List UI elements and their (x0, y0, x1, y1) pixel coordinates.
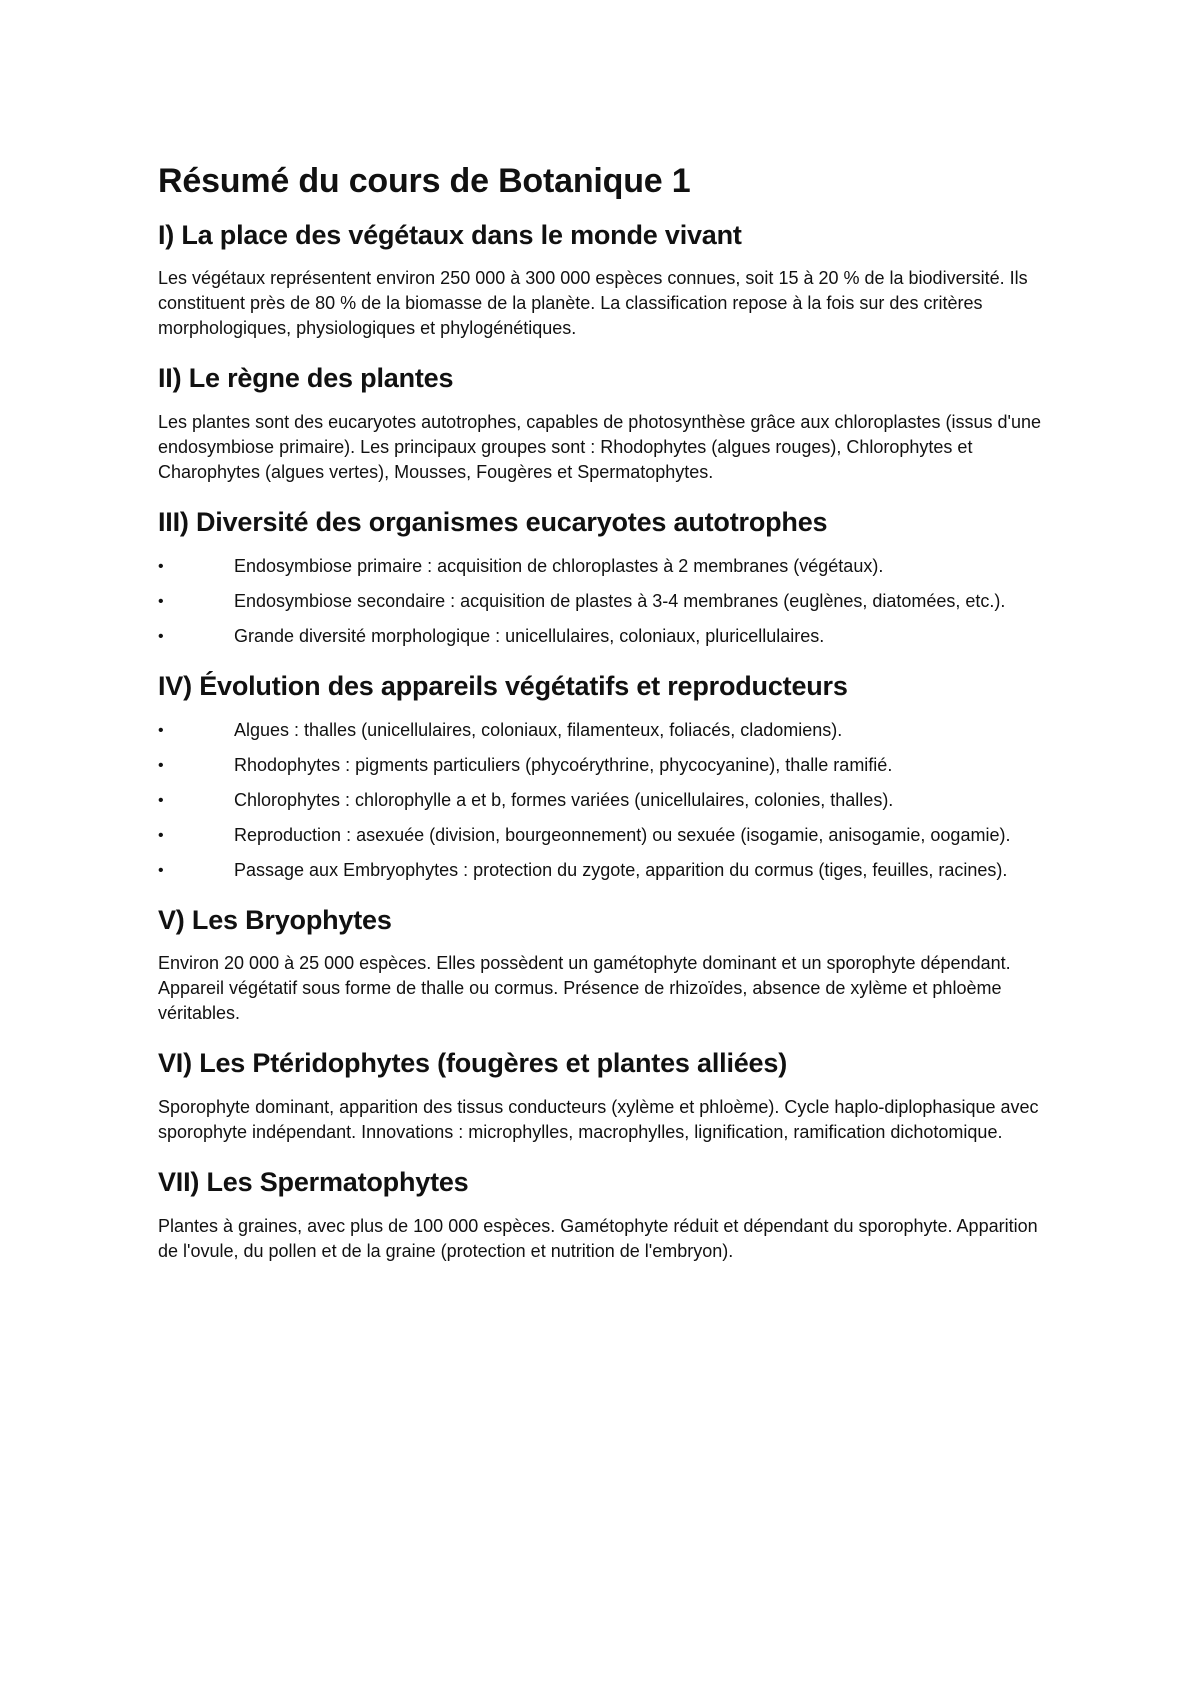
bullet-icon: • (158, 557, 164, 575)
list-item (158, 753, 1058, 778)
section-2 (158, 362, 1058, 485)
list-item-text: Algues : thalles (unicellulaires, coloniaux, filamenteux, foliacés, cladomiens). (234, 719, 843, 740)
list-item (158, 858, 1058, 883)
bullet-list (158, 554, 1058, 649)
list-item-text: Endosymbiose primaire : acquisition de chloroplastes à 2 membranes (végétaux). (234, 555, 884, 576)
document-title: Résumé du cours de Botanique 1 (158, 162, 691, 200)
list-item (158, 788, 1058, 813)
section-5 (158, 904, 1058, 1027)
list-item-text: Passage aux Embryophytes : protection du zygote, apparition du cormus (tiges, feuilles, racines). (234, 859, 1008, 880)
section-paragraph: Les plantes sont des eucaryotes autotrophes, capables de photosynthèse grâce aux chloroplastes (issus d'une endosymbiose primaire). Les principaux groupes sont : Rhodophytes (algues rouges), Chlorophytes et Charophytes (algues vertes), Mousses, Fougères et Spermatophytes. (158, 412, 1041, 482)
section-7 (158, 1166, 1058, 1264)
bullet-icon: • (158, 861, 164, 879)
section-heading: III) Diversité des organismes eucaryotes autotrophes (158, 507, 828, 537)
list-item (158, 823, 1058, 848)
section-heading: I) La place des végétaux dans le monde vivant (158, 219, 742, 250)
section-paragraph: Les végétaux représentent environ 250 000 à 300 000 espèces connues, soit 15 à 20 % de la biodiversité. Ils constituent près de 80 % de la biomasse de la planète. La classification repose à la fois sur des critères morphologiques, physiologiques et phylogénétiques. (158, 268, 1028, 339)
section-heading: II) Le règne des plantes (158, 363, 454, 394)
section-heading: IV) Évolution des appareils végétatifs et reproducteurs (158, 670, 848, 701)
bullet-icon: • (158, 592, 164, 610)
section-heading: V) Les Bryophytes (158, 904, 392, 935)
section-paragraph: Plantes à graines, avec plus de 100 000 espèces. Gamétophyte réduit et dépendant du sporophyte. Apparition de l'ovule, du pollen et de la graine (protection et nutrition de l'embryon). (158, 1215, 1038, 1261)
section-heading: VII) Les Spermatophytes (158, 1167, 469, 1197)
list-item (158, 589, 1058, 614)
section-3 (158, 506, 1058, 649)
list-item-text: Chlorophytes : chlorophylle a et b, formes variées (unicellulaires, colonies, thalles). (234, 789, 894, 810)
list-item-text: Reproduction : asexuée (division, bourgeonnement) ou sexuée (isogamie, anisogamie, oogamie). (234, 824, 1011, 845)
list-item (158, 554, 1058, 579)
bullet-icon: • (158, 721, 164, 739)
list-item-text: Grande diversité morphologique : unicellulaires, coloniaux, pluricellulaires. (234, 625, 825, 646)
bullet-icon: • (158, 791, 164, 809)
list-item-text: Endosymbiose secondaire : acquisition de plastes à 3-4 membranes (euglènes, diatomées, etc.). (234, 590, 1006, 611)
section-paragraph: Sporophyte dominant, apparition des tissus conducteurs (xylème et phloème). Cycle haplo-diplophasique avec sporophyte indépendant. Innovations : microphylles, macrophylles, lignification, ramification dichotomique. (158, 1097, 1039, 1142)
bullet-icon: • (158, 826, 164, 844)
list-item-text: Rhodophytes : pigments particuliers (phycoérythrine, phycocyanine), thalle ramifié. (234, 754, 893, 775)
section-4 (158, 670, 1058, 883)
section-1 (158, 219, 1058, 342)
section-paragraph: Environ 20 000 à 25 000 espèces. Elles possèdent un gamétophyte dominant et un sporophyte dépendant. Appareil végétatif sous forme de thalle ou cormus. Présence de rhizoïdes, absence de xylème et phloème véritables. (158, 953, 1011, 1024)
bullet-icon: • (158, 756, 164, 774)
list-item (158, 624, 1058, 649)
section-heading: VI) Les Ptéridophytes (fougères et plantes alliées) (158, 1048, 787, 1079)
document-page (158, 160, 1058, 1285)
section-6 (158, 1047, 1058, 1145)
bullet-list (158, 718, 1058, 883)
list-item (158, 718, 1058, 743)
bullet-icon: • (158, 627, 164, 645)
